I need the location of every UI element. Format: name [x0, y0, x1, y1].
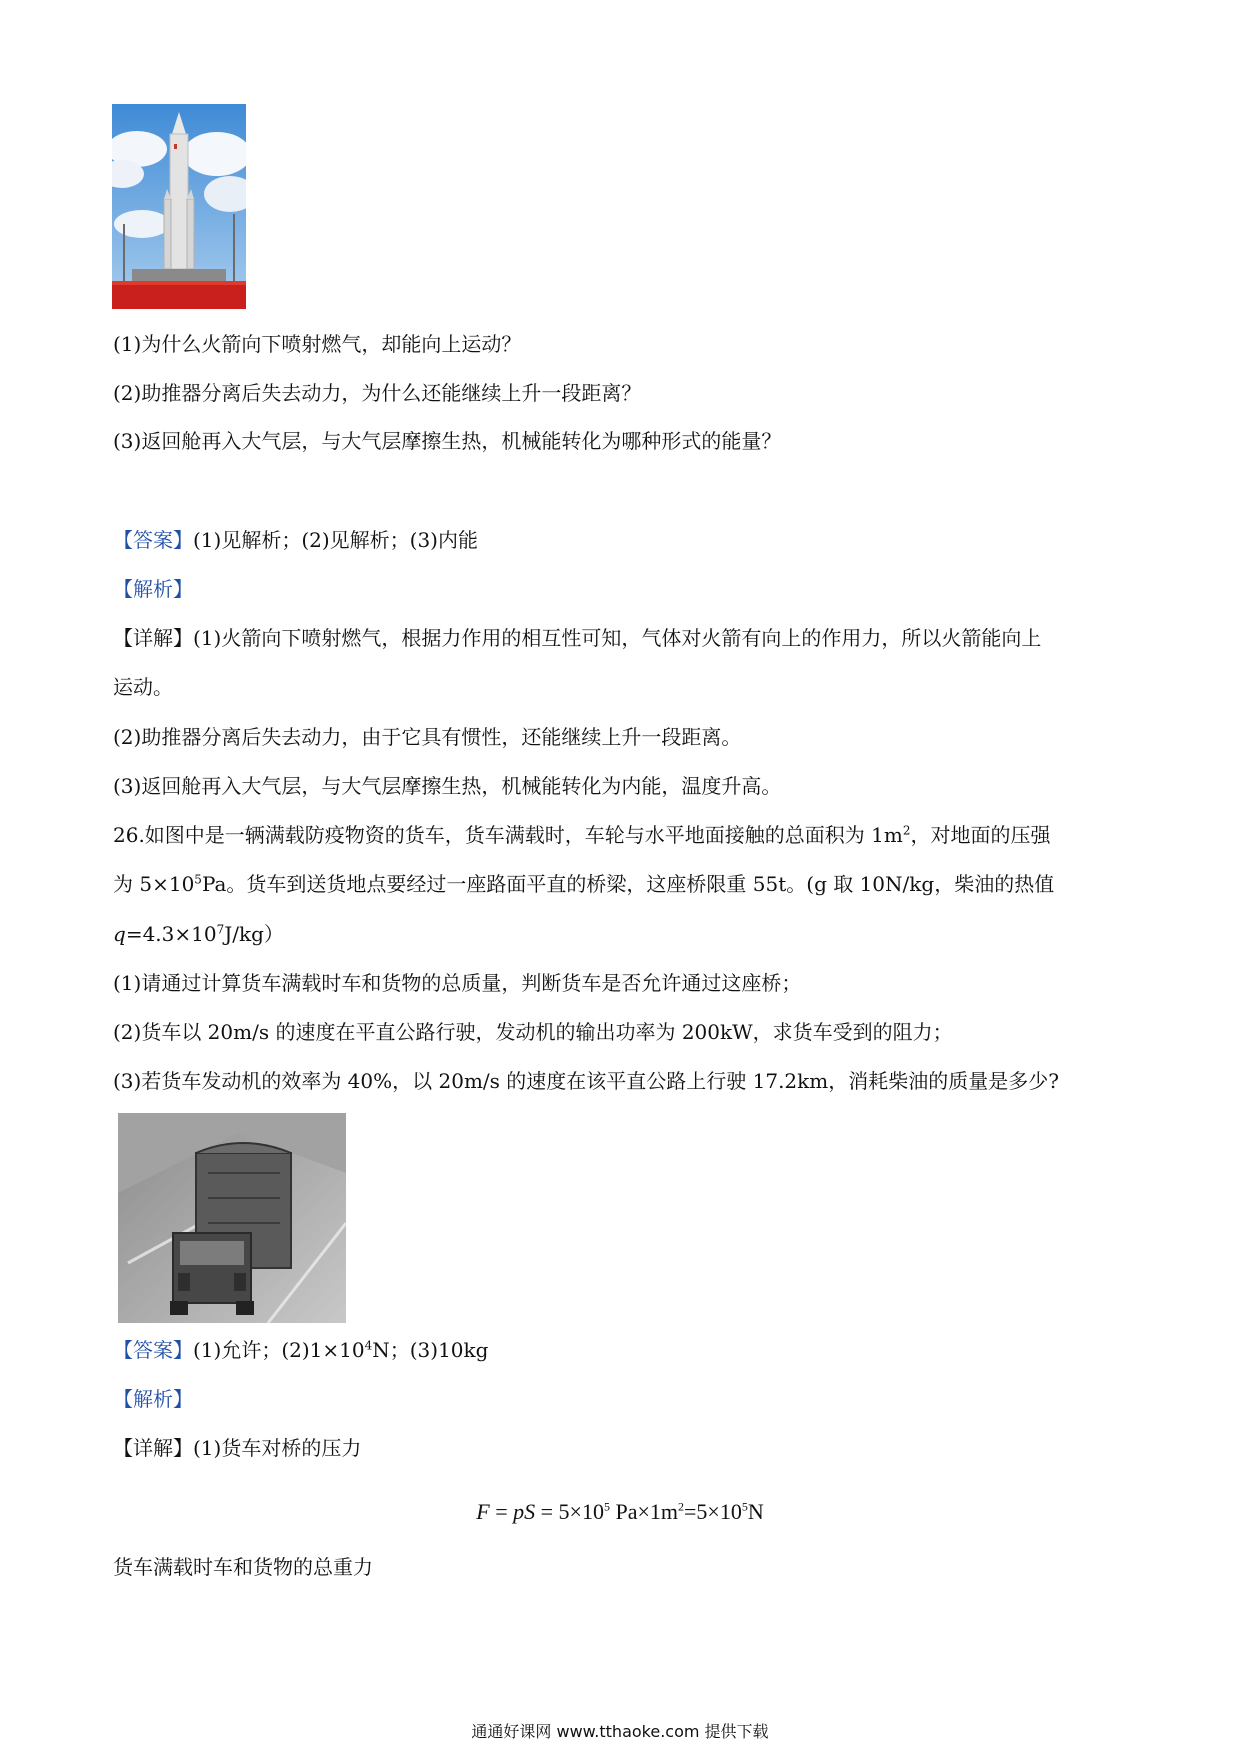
stem-text: J/kg） [224, 922, 284, 946]
formula-variable: p [513, 1499, 525, 1524]
formula-text: = 5×10 [535, 1499, 604, 1524]
formula-text: Pa×1m [609, 1499, 678, 1524]
q25-detail-1a [113, 624, 1041, 652]
q26-stem-line-3 [113, 920, 284, 948]
q26-stem-line-2 [113, 870, 1054, 898]
analysis-tag: 【解析】 [113, 1387, 193, 1411]
stem-superscript: 2 [902, 823, 911, 838]
stem-text: ，对地面的压强 [910, 823, 1051, 847]
q25-analysis-tag [113, 575, 193, 603]
answer-superscript: 4 [364, 1338, 373, 1353]
answer-text: (1)见解析；(2)见解析；(3)内能 [193, 528, 478, 552]
answer-tag: 【答案】 [113, 1338, 193, 1362]
formula-text: =5×10 [684, 1499, 742, 1524]
q26-answer [113, 1336, 488, 1364]
q25-answer [113, 526, 478, 554]
detail-tag: 【详解】 [113, 626, 193, 650]
q25-detail-2: (2)助推器分离后失去动力，由于它具有惯性，还能继续上升一段距离。 [113, 725, 742, 749]
q26-subquestion-2: (2)货车以 20m/s 的速度在平直公路行驶，发动机的输出功率为 200kW，求货车受到的阻力； [113, 1020, 953, 1044]
q26-analysis-tag [113, 1385, 193, 1413]
answer-text: (1)允许；(2)1×10 [193, 1338, 365, 1362]
q25-subquestion-2: (2)助推器分离后失去动力，为什么还能继续上升一段距离？ [113, 381, 642, 405]
q26-subquestion-3: (3)若货车发动机的效率为 40%，以 20m/s 的速度在该平直公路上行驶 17.2km，消耗柴油的质量是多少? [113, 1069, 1059, 1093]
formula-superscript: 2 [678, 1499, 684, 1514]
stem-superscript: 5 [194, 872, 202, 887]
stem-superscript: 7 [216, 922, 225, 937]
q25-subquestion-1: (1)为什么火箭向下喷射燃气，却能向上运动？ [113, 332, 522, 356]
formula-variable: S [524, 1499, 536, 1524]
detail-tag: 【详解】 [113, 1436, 193, 1460]
formula-superscript: 5 [603, 1499, 610, 1514]
q26-stem-line-1 [113, 821, 1051, 849]
stem-text: 为 5×10 [113, 872, 195, 896]
truck-figure [118, 1113, 346, 1323]
q26-subquestion-1: (1)请通过计算货车满载时车和货物的总质量，判断货车是否允许通过这座桥； [113, 971, 802, 995]
q26-detail-2: 货车满载时车和货物的总重力 [113, 1555, 373, 1579]
formula-superscript: 5 [741, 1499, 748, 1514]
q25-detail-3: (3)返回舱再入大气层，与大气层摩擦生热，机械能转化为内能，温度升高。 [113, 774, 782, 798]
formula-text: = [489, 1499, 514, 1524]
stem-text: Pa。货车到送货地点要经过一座路面平直的桥梁，这座桥限重 55t。(g 取 10N/kg，柴油的热值 [201, 872, 1055, 896]
stem-variable: q [113, 922, 126, 946]
q25-subquestion-3: (3)返回舱再入大气层，与大气层摩擦生热，机械能转化为哪种形式的能量？ [113, 429, 782, 453]
page-footer: 通通好课网 www.tthaoke.com 提供下载 [471, 1722, 769, 1741]
q26-detail-1 [113, 1434, 361, 1462]
answer-tag: 【答案】 [113, 528, 193, 552]
formula-text: N [747, 1499, 764, 1524]
q25-detail-1b: 运动。 [113, 675, 173, 699]
rocket-figure [112, 104, 246, 309]
answer-text: N；(3)10kg [372, 1338, 489, 1362]
stem-text: =4.3×10 [125, 922, 217, 946]
stem-text: 26.如图中是一辆满载防疫物资的货车，货车满载时，车轮与水平地面接触的总面积为 1m [113, 823, 903, 847]
detail-text: (1)货车对桥的压力 [193, 1436, 362, 1460]
formula-variable: F [476, 1499, 490, 1524]
detail-text: (1)火箭向下喷射燃气，根据力作用的相互性可知，气体对火箭有向上的作用力，所以火箭能向上 [193, 626, 1042, 650]
analysis-tag: 【解析】 [113, 577, 193, 601]
pressure-formula [0, 1497, 1240, 1527]
